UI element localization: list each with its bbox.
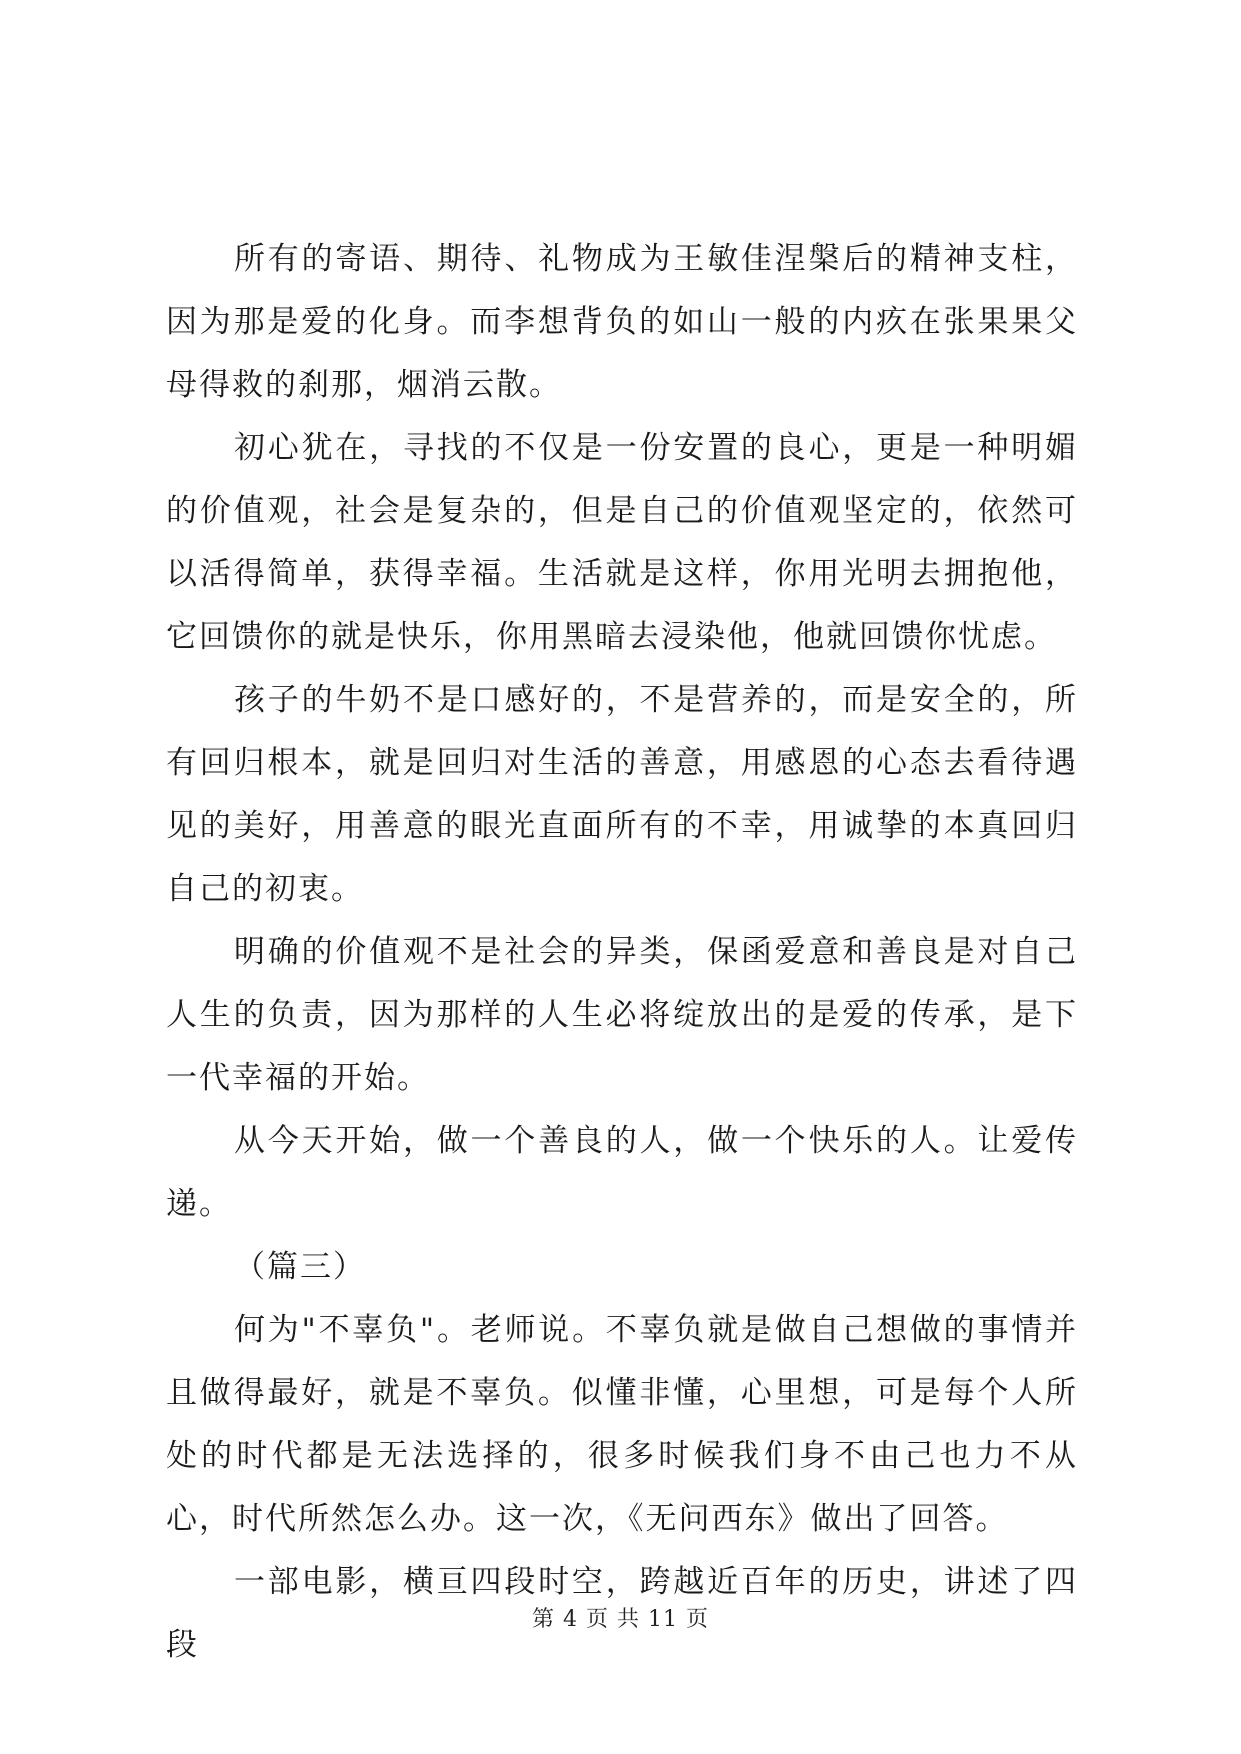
paragraph: 明确的价值观不是社会的异类，保函爱意和善良是对自己人生的负责，因为那样的人生必将绽放出的是爱的传承，是下一代幸福的开始。: [166, 934, 1078, 1096]
paragraph: 孩子的牛奶不是口感好的，不是营养的，而是安全的，所有回归根本，就是回归对生活的善意，用感恩的心态去看待遇见的美好，用善意的眼光直面所有的不幸，用诚挚的本真回归自己的初衷。: [166, 682, 1078, 907]
paragraph: 从今天开始，做一个善良的人，做一个快乐的人。让爱传递。: [166, 1123, 1078, 1222]
section-heading: （篇三）: [234, 1249, 366, 1285]
document-body: [166, 228, 1078, 1677]
paragraph: 一部电影，横亘四段时空，跨越近百年的历史，讲述了四段: [166, 1564, 1078, 1663]
page-number-footer: 第 4 页 共 11 页: [532, 1607, 709, 1632]
paragraph: 何为"不辜负"。老师说。不辜负就是做自己想做的事情并且做得最好，就是不辜负。似懂非懂，心里想，可是每个人所处的时代都是无法选择的，很多时候我们身不由己也力不从心，时代所然怎么办。这一次，《无问西东》做出了回答。: [166, 1312, 1078, 1537]
paragraph: 所有的寄语、期待、礼物成为王敏佳涅槃后的精神支柱，因为那是爱的化身。而李想背负的如山一般的内疚在张果果父母得救的刹那，烟消云散。: [166, 241, 1078, 403]
paragraph: 初心犹在，寻找的不仅是一份安置的良心，更是一种明媚的价值观，社会是复杂的，但是自己的价值观坚定的，依然可以活得简单，获得幸福。生活就是这样，你用光明去拥抱他，它回馈你的就是快乐，你用黑暗去浸染他，他就回馈你忧虑。: [166, 430, 1078, 655]
